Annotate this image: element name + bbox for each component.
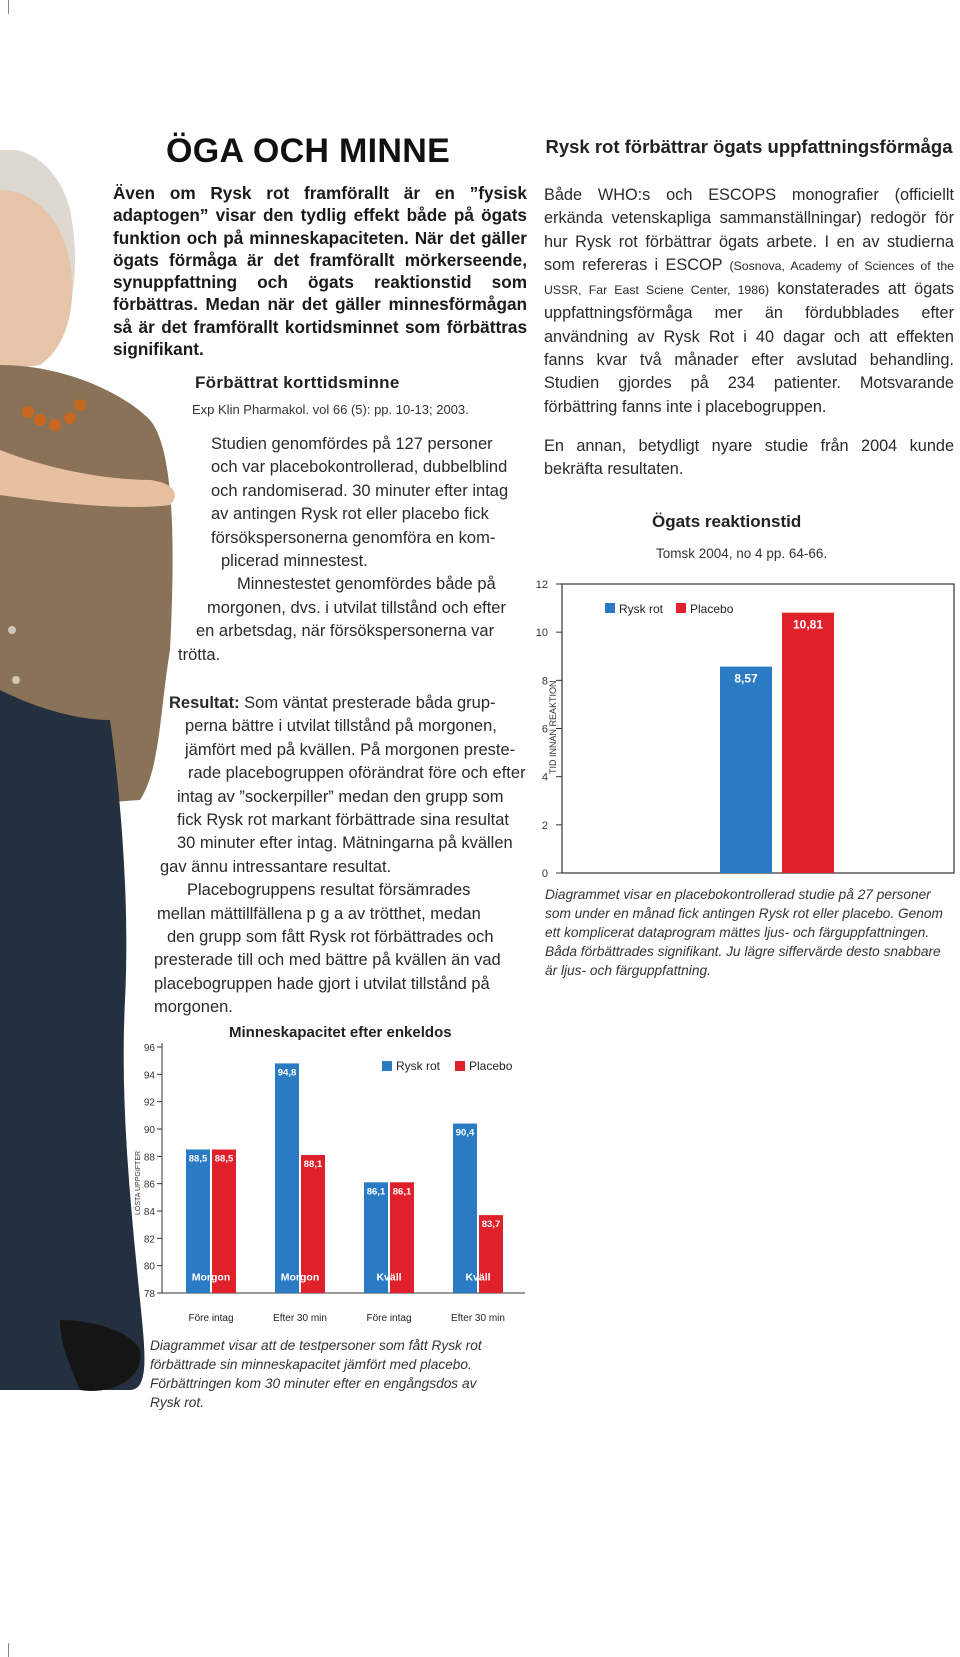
study-line: och var placebokontrollerad, dubbelblind <box>211 458 508 477</box>
y-tick-label: 92 <box>143 1097 155 1109</box>
y-axis-label: TID INNAN REAKTION <box>548 680 558 774</box>
result-line: morgonen. <box>154 998 233 1017</box>
bar-group-label: Morgon <box>280 1271 320 1284</box>
study-line: plicerad minnestest. <box>221 552 368 570</box>
study-line: och randomiserad. 30 minuter efter intag <box>211 481 509 500</box>
legend-label-rysk-rot: Rysk rot <box>619 602 664 616</box>
x-tick-label: Före intag <box>366 1313 412 1324</box>
result-line: placebogruppen hade gjort i utvilat tillstånd på <box>154 974 490 993</box>
chart2-caption: Diagrammet visar att de testpersoner som fått Rysk rot förbättrade sin minneskapacitet jämfört med placebo. Förbättringen kom 30 minuter efter en engångsdos av Rysk rot. <box>150 1338 482 1410</box>
bar-rysk-rot <box>720 667 772 873</box>
result-line: 30 minuter efter intag. Mätningarna på kvällen <box>177 834 513 853</box>
bar-group-label: Kväll <box>465 1271 491 1284</box>
bar-value-label: 10,81 <box>792 617 824 632</box>
bar-value-label: 94,8 <box>277 1067 297 1079</box>
result-line: gav ännu intressantare resultat. <box>160 857 392 876</box>
study-line: en arbetsdag, när försökspersonerna var <box>196 622 495 641</box>
bar-value-label: 90,4 <box>455 1127 475 1139</box>
bar-value-label: 8,57 <box>734 671 758 686</box>
legend-label-placebo: Placebo <box>690 602 734 616</box>
x-tick-label: Efter 30 min <box>451 1313 505 1324</box>
result-line: fick Rysk rot markant förbättrade sina resultat <box>177 811 509 829</box>
bar-value-label: 83,7 <box>481 1219 501 1231</box>
result-line: jämfört med på kvällen. På morgonen preste- <box>185 740 516 759</box>
bar-rysk-rot <box>453 1124 477 1293</box>
bar-group-label: Kväll <box>376 1271 402 1284</box>
crop-mark-bottom <box>8 1643 9 1657</box>
right-body-part-a: Både WHO:s och ESCOPS monografier (officiellt erkända vetenskapliga sammanställningar) redogör för hur Rysk rot förbättrar ögats arbete. I en av studierna som refereras i ESCOP <box>544 186 954 274</box>
y-tick-label: 4 <box>541 771 548 784</box>
bar-value-label: 86,1 <box>392 1186 412 1198</box>
legend-label-rysk-rot: Rysk rot <box>396 1059 441 1073</box>
study-line: av antingen Rysk rot eller placebo fick <box>211 505 489 524</box>
y-tick-label: 90 <box>143 1125 155 1136</box>
memory-heading: Förbättrat korttidsminne <box>195 373 400 392</box>
result-line: presterade till och med bättre på kvällen än vad <box>154 951 501 970</box>
study-line: Studien genomfördes på 127 personer <box>211 435 493 453</box>
chart1-subtitle: Tomsk 2004, no 4 pp. 64-66. <box>656 546 828 561</box>
y-tick-label: 2 <box>541 819 548 832</box>
y-tick-label: 0 <box>541 868 548 880</box>
y-axis-label: LÖSTA UPPGIFTER <box>135 1150 142 1215</box>
memory-capacity-chart <box>130 1035 535 1330</box>
bar-group-label: Morgon <box>191 1271 231 1284</box>
crop-mark-top <box>8 0 9 14</box>
study-line: trötta. <box>178 645 221 664</box>
result-line: mellan mättillfällena p g a av trötthet, medan <box>157 904 481 923</box>
right-body-citation: (Sosnova, Academy of Sciences of the USSR, Far East Sciene Center, 1986) <box>544 258 954 298</box>
page-title: ÖGA OCH MINNE <box>166 132 451 170</box>
y-tick-label: 84 <box>143 1207 155 1218</box>
result-line <box>169 692 496 715</box>
legend-swatch-rysk-rot <box>605 603 615 613</box>
y-tick-label: 80 <box>143 1261 155 1273</box>
study-line: försökspersonerna genomföra en kom- <box>211 528 496 547</box>
bar-value-label: 88,5 <box>188 1153 208 1165</box>
bar-value-label: 86,1 <box>366 1186 386 1198</box>
x-tick-label: Före intag <box>188 1313 234 1324</box>
legend-swatch-placebo <box>676 603 686 613</box>
result-line: perna bättre i utvilat tillstånd på morgonen, <box>185 717 497 736</box>
right-body <box>544 184 954 419</box>
bar-value-label: 88,1 <box>303 1158 323 1170</box>
y-tick-label: 96 <box>143 1043 155 1054</box>
legend-swatch-rysk-rot <box>382 1061 392 1071</box>
result-line: rade placebogruppen oförändrat före och efter <box>188 764 526 783</box>
right-body-followup: En annan, betydligt nyare studie från 2004 kunde bekräfta resultaten. <box>544 437 954 479</box>
y-tick-label: 12 <box>535 579 548 591</box>
intro-paragraph: Även om Rysk rot framförallt är en ”fysisk adaptogen” visar den tydlig effekt både på ögats funktion och på minneskapaciteten. När det gäller ögats förmåga är det framförallt mörkerseende, synuppfattning och ögats reaktionstid som förbättras. Medan när det gäller minnesförmågan så är det framförallt kortidsminnet som förbättras signifikant. <box>113 183 527 360</box>
y-tick-label: 86 <box>143 1179 155 1191</box>
result-line: Placebogruppens resultat försämrades <box>187 881 471 900</box>
y-tick-label: 8 <box>541 675 548 688</box>
legend-label-placebo: Placebo <box>469 1059 513 1073</box>
right-heading: Rysk rot förbättrar ögats uppfattningsförmåga <box>545 136 953 157</box>
y-tick-label: 94 <box>143 1070 155 1082</box>
y-tick-label: 88 <box>143 1152 155 1164</box>
study-line: Minnestestet genomfördes både på <box>237 575 496 594</box>
chart1-caption: Diagrammet visar en placebokontrollerad studie på 27 personer som under en månad fick antingen Rysk rot eller placebo. Genom ett komplicerat dataprogram mättes ljus- och färguppfattningen. Båda förbättrades signifikant. Ju lägre siffervärde desto snabbare är ljus- och färguppfattning. <box>545 887 943 978</box>
result-line-text: Som väntat presterade båda grup- <box>239 694 496 712</box>
result-line: den grupp som fått Rysk rot förbättrades och <box>167 928 494 946</box>
bar-placebo <box>782 613 834 873</box>
chart1-title: Ögats reaktionstid <box>652 512 802 531</box>
bar-value-label: 88,5 <box>214 1153 234 1165</box>
legend-swatch-placebo <box>455 1061 465 1071</box>
study-line: morgonen, dvs. i utvilat tillstånd och efter <box>207 598 506 617</box>
result-line: intag av ”sockerpiller” medan den grupp som <box>177 787 504 806</box>
x-tick-label: Efter 30 min <box>273 1313 327 1324</box>
y-tick-label: 78 <box>143 1289 155 1300</box>
chart2-title: Minneskapacitet efter enkeldos <box>229 1024 452 1041</box>
bar-rysk-rot <box>275 1063 299 1293</box>
y-tick-label: 82 <box>143 1234 155 1246</box>
reaction-time-chart <box>530 560 960 880</box>
y-tick-label: 10 <box>535 627 548 640</box>
result-label: Resultat: <box>169 694 240 712</box>
y-tick-label: 6 <box>541 723 548 736</box>
memory-reference: Exp Klin Pharmakol. vol 66 (5): pp. 10-13; 2003. <box>192 402 469 417</box>
right-body-part-b: konstaterades att ögats uppfattningsförmåga mer än fördubblades efter användning av Rysk Rot i 40 dagar och att effekten fanns kvar två månader efter avslutad behandling. Studien gjordes på 234 patienter. Motsvarande förbättring fanns inte i placebogruppen. <box>544 280 954 416</box>
